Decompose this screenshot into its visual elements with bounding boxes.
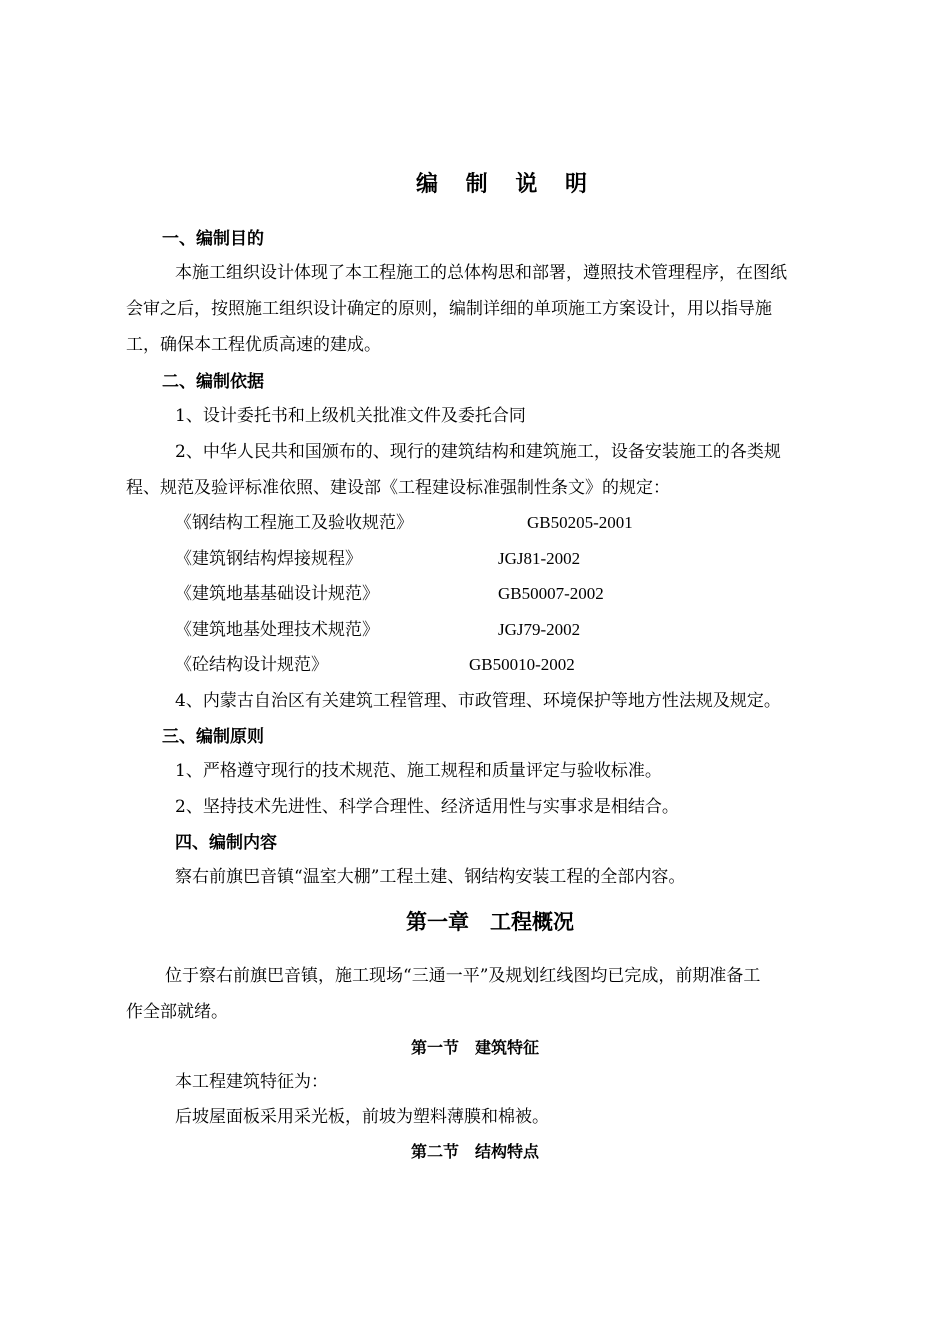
- paragraph-line: 会审之后，按照施工组织设计确定的原则，编制详细的单项施工方案设计，用以指导施: [126, 299, 772, 319]
- paragraph-line: 本施工组织设计体现了本工程施工的总体构思和部署，遵照技术管理程序，在图纸: [175, 263, 787, 283]
- standard-name: 《建筑钢结构焊接规程》: [175, 549, 362, 569]
- standard-code: JGJ79-2002: [498, 620, 581, 639]
- section-heading-purpose: 一、编制目的: [162, 229, 264, 249]
- section-title: 第一节 建筑特征: [411, 1038, 540, 1057]
- list-item: 1、设计委托书和上级机关批准文件及委托合同: [175, 406, 526, 426]
- standard-code: GB50205-2001: [527, 513, 633, 532]
- paragraph-line: 工，确保本工程优质高速的建成。: [126, 335, 381, 355]
- standard-code: GB50007-2002: [498, 584, 604, 603]
- list-item-continued: 程、规范及验评标准依照、建设部《工程建设标准强制性条文》的规定：: [126, 478, 670, 498]
- list-item: 2、中华人民共和国颁布的、现行的建筑结构和建筑施工，设备安装施工的各类规: [175, 442, 781, 462]
- standard-name: 《建筑地基处理技术规范》: [175, 620, 379, 640]
- paragraph-line: 作全部就绪。: [126, 1002, 228, 1022]
- standard-name: 《建筑地基基础设计规范》: [175, 584, 379, 604]
- paragraph-line: 后坡屋面板采用采光板，前坡为塑料薄膜和棉被。: [175, 1107, 549, 1127]
- section-heading-basis: 二、编制依据: [162, 372, 264, 392]
- paragraph-line: 本工程建筑特征为：: [175, 1072, 328, 1092]
- section-heading-content: 四、编制内容: [175, 833, 277, 853]
- list-item: 2、坚持技术先进性、科学合理性、经济适用性与实事求是相结合。: [175, 797, 679, 817]
- standard-code: JGJ81-2002: [498, 549, 581, 568]
- paragraph-line: 察右前旗巴音镇“温室大棚”工程土建、钢结构安装工程的全部内容。: [175, 867, 686, 887]
- standard-name: 《钢结构工程施工及验收规范》: [175, 513, 413, 533]
- list-item: 4、内蒙古自治区有关建筑工程管理、市政管理、环境保护等地方性法规及规定。: [175, 691, 781, 711]
- standard-name: 《砼结构设计规范》: [175, 655, 328, 675]
- paragraph-line: 位于察右前旗巴音镇，施工现场“三通一平”及规划红线图均已完成，前期准备工: [165, 966, 761, 986]
- chapter-title: 第一章 工程概况: [406, 910, 574, 934]
- standard-code: GB50010-2002: [469, 655, 575, 674]
- section-title: 第二节 结构特点: [411, 1142, 540, 1161]
- list-item: 1、严格遵守现行的技术规范、施工规程和质量评定与验收标准。: [175, 761, 662, 781]
- doc-title: 编 制 说 明: [416, 172, 597, 197]
- section-heading-principles: 三、编制原则: [162, 727, 264, 747]
